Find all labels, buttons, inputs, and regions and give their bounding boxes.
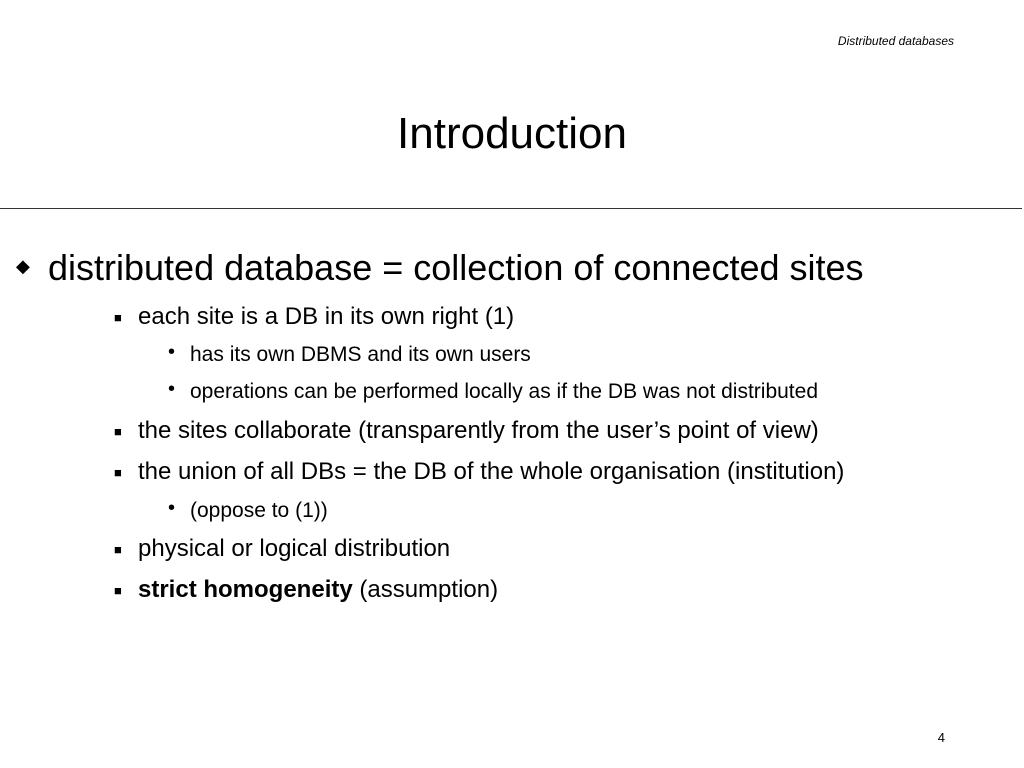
dot-bullet-icon: •	[168, 378, 176, 400]
bullet-text: operations can be performed locally as if the DB was not distributed	[190, 380, 819, 403]
bullet-text: (oppose to (1))	[190, 499, 328, 522]
bullet-text: has its own DBMS and its own users	[190, 343, 531, 366]
diamond-bullet-icon: ◆	[16, 256, 30, 276]
dot-bullet-icon: •	[168, 497, 176, 519]
bullet-text: physical or logical distribution	[138, 535, 451, 562]
bullet-text: each site is a DB in its own right (1)	[138, 303, 515, 330]
square-bullet-icon: ■	[114, 583, 122, 598]
bullet-text-bold: strict homogeneity	[138, 576, 353, 603]
bullet-text: distributed database = collection of connected sites	[48, 247, 864, 288]
page-number: 4	[937, 730, 945, 745]
bullet-text: the union of all DBs = the DB of the whole organisation (institution)	[138, 458, 845, 485]
square-bullet-icon: ■	[114, 310, 122, 325]
bullet-text-rest: (assumption)	[352, 576, 499, 603]
bullet-text	[138, 575, 498, 605]
square-bullet-icon: ■	[114, 424, 122, 439]
slide-title: Introduction	[397, 109, 627, 158]
bullet-text: the sites collaborate (transparently from the user’s point of view)	[138, 417, 819, 444]
header-caption: Distributed databases	[837, 34, 954, 48]
dot-bullet-icon: •	[168, 341, 176, 363]
square-bullet-icon: ■	[114, 465, 122, 480]
title-divider	[0, 208, 1022, 209]
square-bullet-icon: ■	[114, 542, 122, 557]
